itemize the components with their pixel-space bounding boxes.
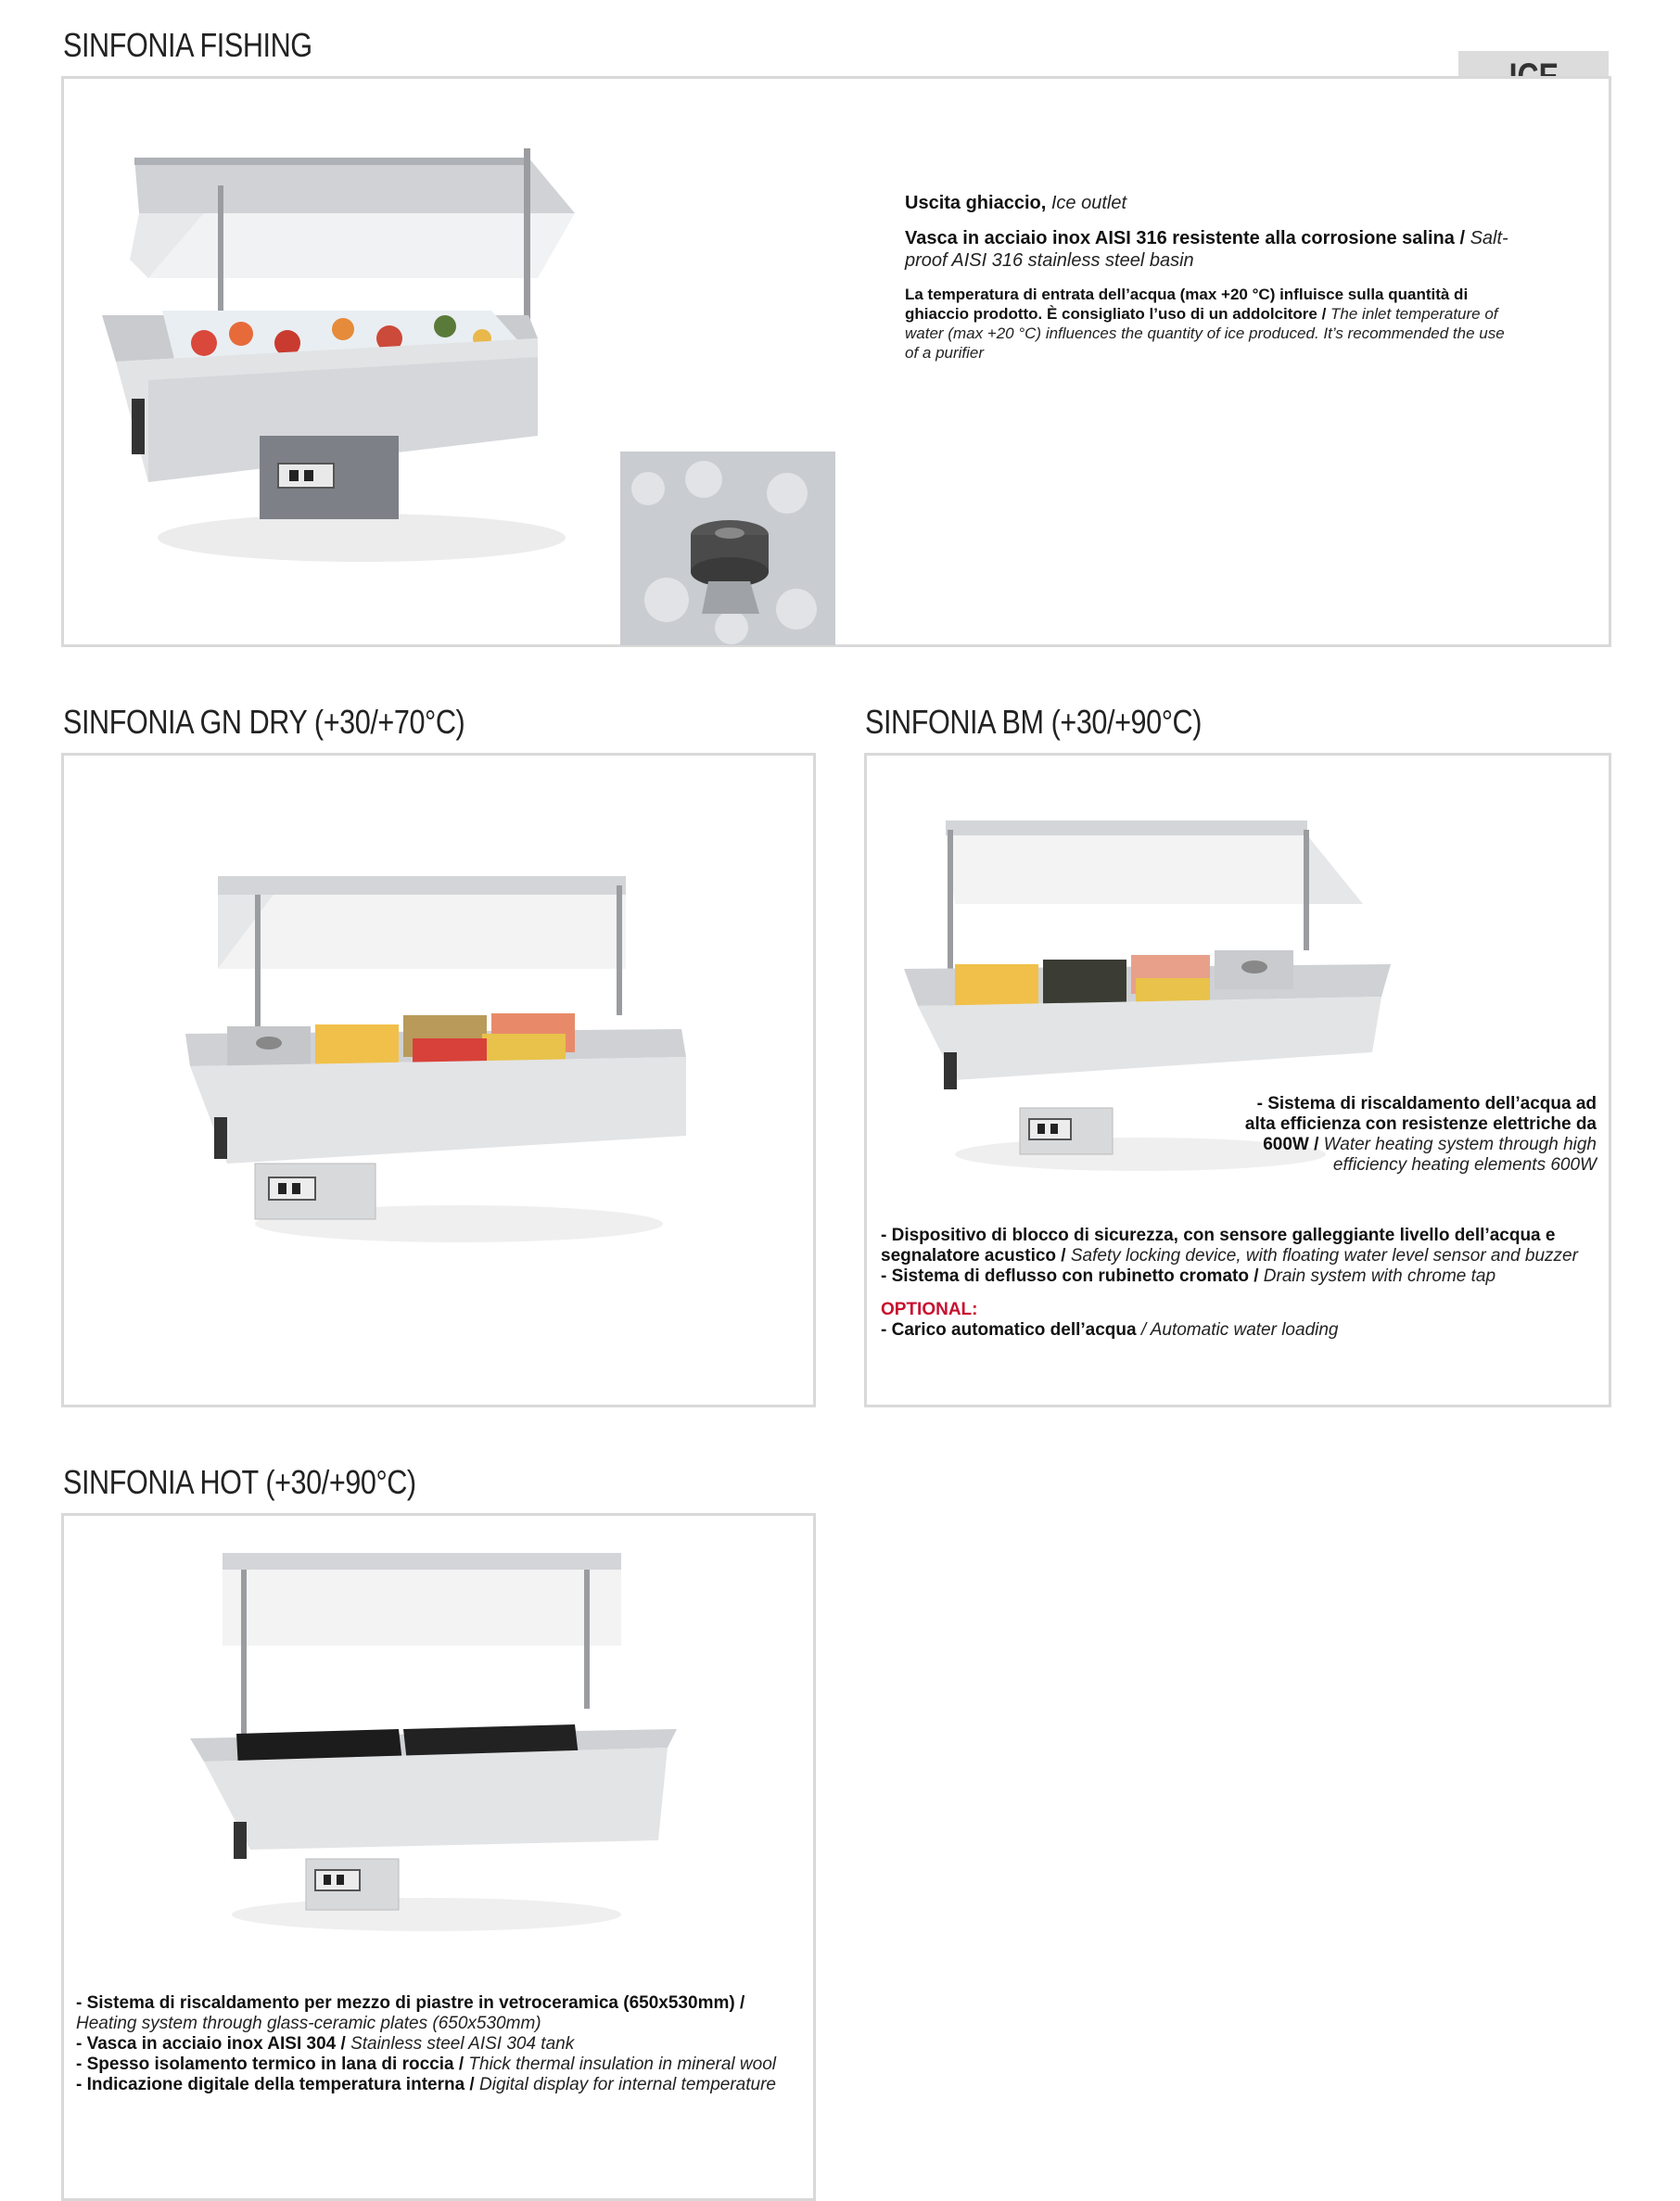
- hot-line-4-en: Digital display for internal temperature: [479, 2075, 776, 2094]
- product-image-gn-dry: [181, 858, 700, 1247]
- fishing-line-3-it: La temperatura di entrata dell’acqua (max +20 °C) influisce sulla quantità di ghiaccio prodotto. È consigliato l’uso di un addolcitore /: [905, 286, 1469, 323]
- product-image-hot: [185, 1544, 686, 1933]
- bm-optional-it: - Carico automatico dell’acqua: [881, 1320, 1137, 1340]
- hot-line-1: [76, 1993, 808, 2034]
- section-title-fishing: SINFONIA FISHING: [63, 26, 312, 64]
- bm-drain-en: Drain system with chrome tap: [1263, 1266, 1496, 1286]
- fishing-feature-list: [905, 192, 1517, 363]
- fishing-line-1-it: Uscita ghiaccio,: [905, 193, 1047, 213]
- bm-optional-en: / Automatic water loading: [1140, 1320, 1339, 1340]
- product-image-ice-outlet: [620, 452, 835, 645]
- bm-lock-line: [881, 1226, 1604, 1266]
- bm-drain-line: [881, 1266, 1604, 1287]
- section-title-bm: SINFONIA BM (+30/+90°C): [865, 703, 1202, 741]
- hot-line-4: [76, 2075, 808, 2095]
- bm-feature-list: [881, 1226, 1604, 1341]
- bm-heating-text: [1226, 1094, 1597, 1176]
- fishing-line-1-en: Ice outlet: [1050, 193, 1127, 213]
- section-title-hot: SINFONIA HOT (+30/+90°C): [63, 1463, 416, 1501]
- fishing-line-1: [905, 192, 1517, 214]
- bm-heating-it: - Sistema di riscaldamento dell’acqua ad alta efficienza con resistenze elettriche da 600W /: [1244, 1094, 1597, 1154]
- section-title-gn-dry: SINFONIA GN DRY (+30/+70°C): [63, 703, 465, 741]
- fishing-line-3: [905, 285, 1517, 363]
- hot-line-1-en: Heating system through glass-ceramic plates (650x530mm): [76, 2014, 541, 2033]
- hot-line-3-it: - Spesso isolamento termico in lana di roccia /: [76, 2055, 465, 2074]
- hot-line-2-it: - Vasca in acciaio inox AISI 304 /: [76, 2034, 346, 2054]
- fishing-line-2-en: Salt-proof AISI 316 stainless steel basin: [905, 228, 1508, 271]
- fishing-line-3-en: The inlet temperature of water (max +20 °C) influences the quantity of ice produced. It’s recommended the use of a purifier: [905, 305, 1505, 362]
- fishing-line-2-it: Vasca in acciaio inox AISI 316 resistente alla corrosione salina /: [905, 228, 1465, 248]
- hot-line-4-it: - Indicazione digitale della temperatura interna /: [76, 2075, 475, 2094]
- bm-heating-en: Water heating system through high efficiency heating elements 600W: [1323, 1135, 1597, 1175]
- bm-lock-it: - Dispositivo di blocco di sicurezza, con sensore galleggiante livello dell’acqua e segnalatore acustico /: [881, 1226, 1556, 1266]
- hot-line-2-en: Stainless steel AISI 304 tank: [350, 2034, 575, 2054]
- bm-drain-it: - Sistema di deflusso con rubinetto cromato /: [881, 1266, 1259, 1286]
- fishing-line-2: [905, 227, 1517, 272]
- hot-line-2: [76, 2034, 808, 2055]
- hot-line-3: [76, 2055, 808, 2075]
- hot-feature-list: [76, 1993, 808, 2095]
- hot-line-3-en: Thick thermal insulation in mineral wool: [468, 2055, 776, 2074]
- bm-optional-line: [881, 1320, 1604, 1341]
- product-image-fishing: [93, 130, 612, 575]
- hot-line-1-it: - Sistema di riscaldamento per mezzo di piastre in vetroceramica (650x530mm) /: [76, 1993, 745, 2013]
- bm-lock-en: Safety locking device, with floating water level sensor and buzzer: [1070, 1246, 1578, 1266]
- bm-optional-label: OPTIONAL:: [881, 1300, 978, 1319]
